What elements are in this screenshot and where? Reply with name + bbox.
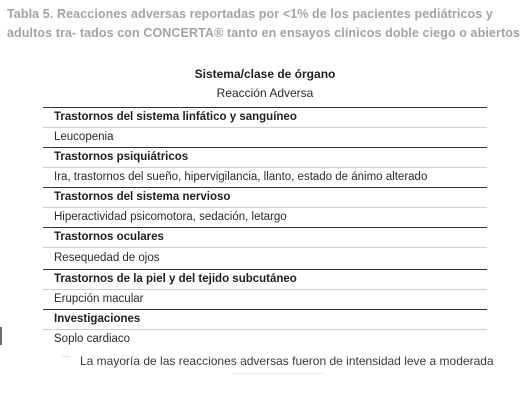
category-label: Investigaciones	[43, 310, 487, 330]
table-footnote: La mayoría de las reacciones adversas fueron de intensidad leve a moderada	[80, 354, 494, 368]
table-row-group	[43, 227, 487, 269]
reaction-text: Resequedad de ojos	[54, 252, 160, 264]
category-label: Trastornos oculares	[43, 228, 487, 248]
category-label: Trastornos de la piel y del tejido subcutáneo	[43, 270, 487, 290]
footnote-underline	[232, 373, 324, 374]
left-edge-mark	[0, 327, 2, 345]
table-row-group	[43, 147, 487, 187]
reaction-text: Leucopenia	[54, 131, 114, 143]
footnote-mark	[62, 356, 70, 357]
column-header-organ-system: Sistema/clase de órgano	[194, 67, 336, 81]
table-row-group	[43, 309, 487, 349]
reaction-text: Ira, trastornos del sueño, hipervigilancia, llanto, estado de ánimo alterado	[54, 171, 428, 183]
reaction-text: Soplo cardiaco	[54, 333, 131, 345]
adverse-reactions-table	[43, 64, 487, 349]
table-row-group	[43, 187, 487, 227]
category-label: Trastornos del sistema nervioso	[43, 188, 487, 208]
reaction-text: Hiperactividad psicomotora, sedación, letargo	[54, 211, 287, 223]
table-caption: Tabla 5. Reacciones adversas reportadas por <1% de los pacientes pediátricos y adultos tra- tados con CONCERTA® tanto en ensayos clínicos doble ciego o abiertos	[7, 7, 520, 40]
table-row-group	[43, 107, 487, 147]
reaction-text: Erupción macular	[54, 293, 144, 305]
table-row-group	[43, 269, 487, 309]
column-header-adverse-reaction: Reacción Adversa	[216, 86, 314, 100]
category-label: Trastornos del sistema linfático y sanguíneo	[43, 108, 487, 128]
category-label: Trastornos psiquiátricos	[43, 148, 487, 168]
